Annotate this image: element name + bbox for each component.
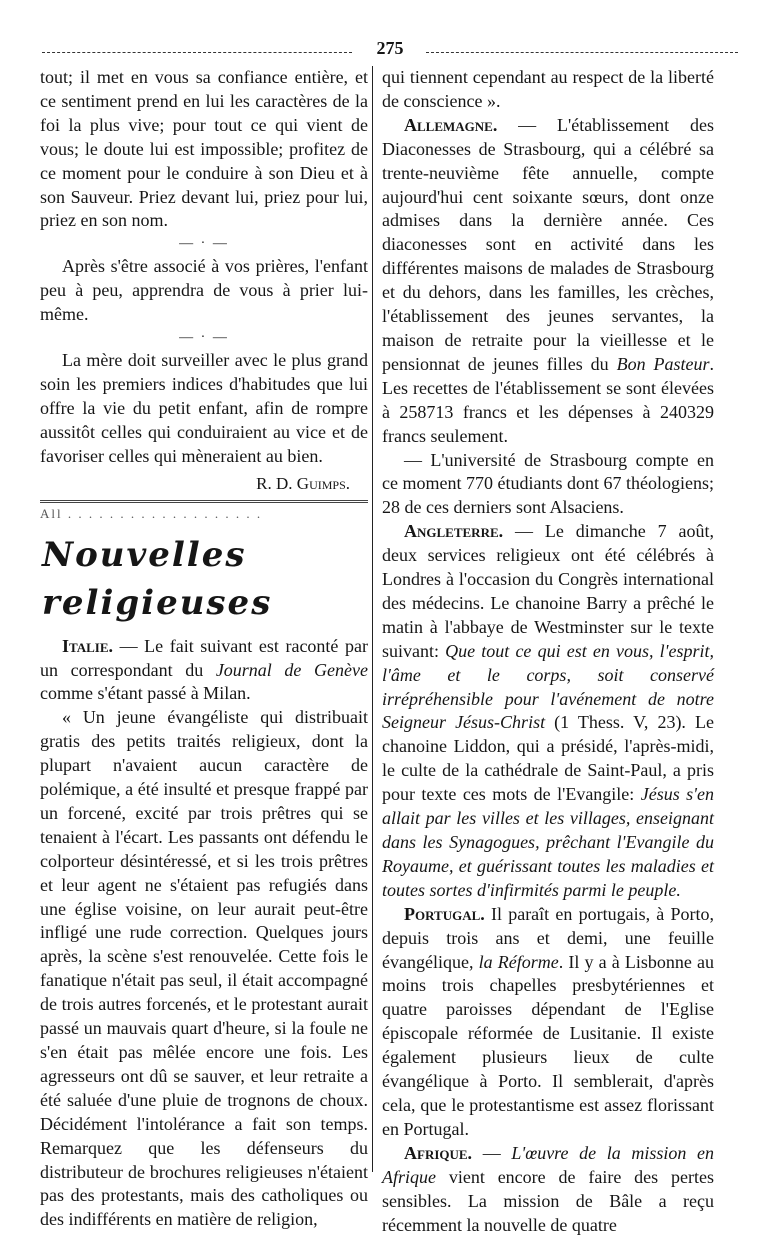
author-signature: R. D. Guimps. — [256, 473, 350, 493]
separator: — · — — [179, 330, 229, 346]
country-label-portugal: Portugal. — [404, 903, 485, 924]
page-number: 275 — [376, 38, 404, 58]
journal-name: Journal de Genève — [215, 659, 368, 680]
page-header — [42, 38, 738, 62]
paragraph-intro: tout; il met en vous sa confiance entière, et ce sentiment prend en lui les caractères de la foi la plus vive; pour tout ce qui vient de vous; le doute lui est impossible; profitez de ce moment pour le conduire à son Dieu et à son Sauveur. Priez devant lui, priez pour lui, priez en son nom. — [40, 67, 368, 231]
paragraph-prayer: Après s'être associé à vos prières, l'enfant peu à peu, apprendra de vous à prier lui-même. — [40, 256, 368, 325]
paragraph-italie: Italie. — Le fait suivant est raconté par un correspondant du Journal de Genève comme s'étant passé à Milan. — [40, 635, 368, 704]
faded-rule-line: All . . . . . . . . . . . . . . . . . . . — [40, 500, 368, 523]
paragraph-portugal: Portugal. Il paraît en portugais, à Porto, depuis trois ans et demi, une feuille évangélique, la Réforme. Il y a à Lisbonne au moins trois chapelles presbytériennes et quatre paroisses dépendant de l'Eglise épiscopale réformée de Lusitanie. Il existe également plusieurs lieux de culte évangélique à Porto. Il semblerait, d'après cela, que le protestantisme est assez florissant en Portugal. — [382, 903, 715, 1139]
separator: — · — — [179, 236, 229, 252]
paragraph-continuation: qui tiennent cependant au respect de la liberté de conscience ». — [382, 67, 714, 111]
country-label-allemagne: Allemagne. — [404, 114, 498, 135]
paragraph-habits: La mère doit surveiller avec le plus grand soin les premiers indices d'habitudes que lui offre la vie du petit enfant, afin de rompre aussitôt celles qui conduiraient au vice et de favoriser celles qui mèneraient au bien. — [40, 350, 368, 466]
header-rule-right — [426, 52, 738, 53]
right-column — [382, 66, 714, 1237]
paragraph-angleterre: Angleterre. — Le dimanche 7 août, deux services religieux ont été célébrés à Londres à l'occasion du Congrès international des médecins. Le chanoine Barry a prêché le matin à l'abbaye de Westminster sur le texte suivant: Que tout ce qui est en vous, l'esprit, l'âme et le corps, soit conservé irrépréhensible pour l'avénement de notre Seigneur Jésus-Christ (1 Thess. V, 23). Le chanoine Liddon, qui a présidé, l'après-midi, le culte de la cathédrale de Saint-Paul, a pris pour texte ces mots de l'Evangile: Jésus s'en allait par les villes et les villages, enseignant dans les Synagogues, prêchant l'Evangile du Royaume, et guérissant toutes les maladies et toutes sortes d'infirmités parmi le peuple. — [382, 521, 715, 900]
paragraph-allemagne: Allemagne. — L'établissement des Diaconesses de Strasbourg, qui a célébré sa trente-neuvième fête annuelle, compte aujourd'hui cent soixante sœurs, dont onze admises dans la dernière année. Ces diaconesses sont en activité dans les différentes maisons de malades de Strasbourg et du dehors, dans les familles, les crèches, l'établissement des jeunes servantes, la maison de retraite pour la vieillesse et le pensionnat de jeunes filles du Bon Pasteur. Les recettes de l'établissement se sont élevées à 258713 francs et les dépenses à 240329 francs seulement. — [382, 114, 714, 446]
country-label-angleterre: Angleterre. — [404, 521, 504, 542]
paragraph-strasbourg-university: — L'université de Strasbourg compte en ce moment 770 étudiants dont 67 théologiens; 28 de ces derniers sont Alsaciens. — [382, 449, 714, 518]
column-divider — [372, 66, 373, 1172]
section-title: Nouvelles religieuses — [42, 534, 273, 623]
header-rule-left — [42, 52, 352, 53]
paragraph-italie-quote: « Un jeune évangéliste qui distribuait gratis des petits traités religieux, dont la plupart n'avaient aucun caractère de polémique, a été insulté et presque frappé par un forcené, excité par trois prêtres qui se tenaient à l'écart. Les passants ont défendu le colporteur désintéressé, et si les trois prêtres et leur agent ne s'étaient pas refugiés dans une église voisine, on leur aurait peut-être infligé une rude correction. Quelques jours après, la scène s'est renouvelée. Cette fois le fanatique n'était pas seul, il était accompagné de trois autres forcenés, et le protestant aurait passé un mauvais quart d'heure, si la foule ne s'en était pas mêlée encore une fois. Les agresseurs ont dû se sauver, et leur retraite a été saluée d'une pluie de trognons de choux. Décidément l'intolérance a fait son temps. Remarquez que les défenseurs du distributeur de brochures religieuses n'étaient pas des protestants, mais des catholiques ou des indifférents en matière de religion, — [40, 707, 368, 1230]
country-label-italie: Italie. — [62, 635, 113, 656]
left-column — [40, 66, 368, 1232]
country-label-afrique: Afrique. — [404, 1142, 473, 1163]
paragraph-afrique: Afrique. — L'œuvre de la mission en Afrique vient encore de faire des pertes sensibles. La mission de Bâle a reçu récemment la nouvelle de quatre — [382, 1142, 715, 1235]
